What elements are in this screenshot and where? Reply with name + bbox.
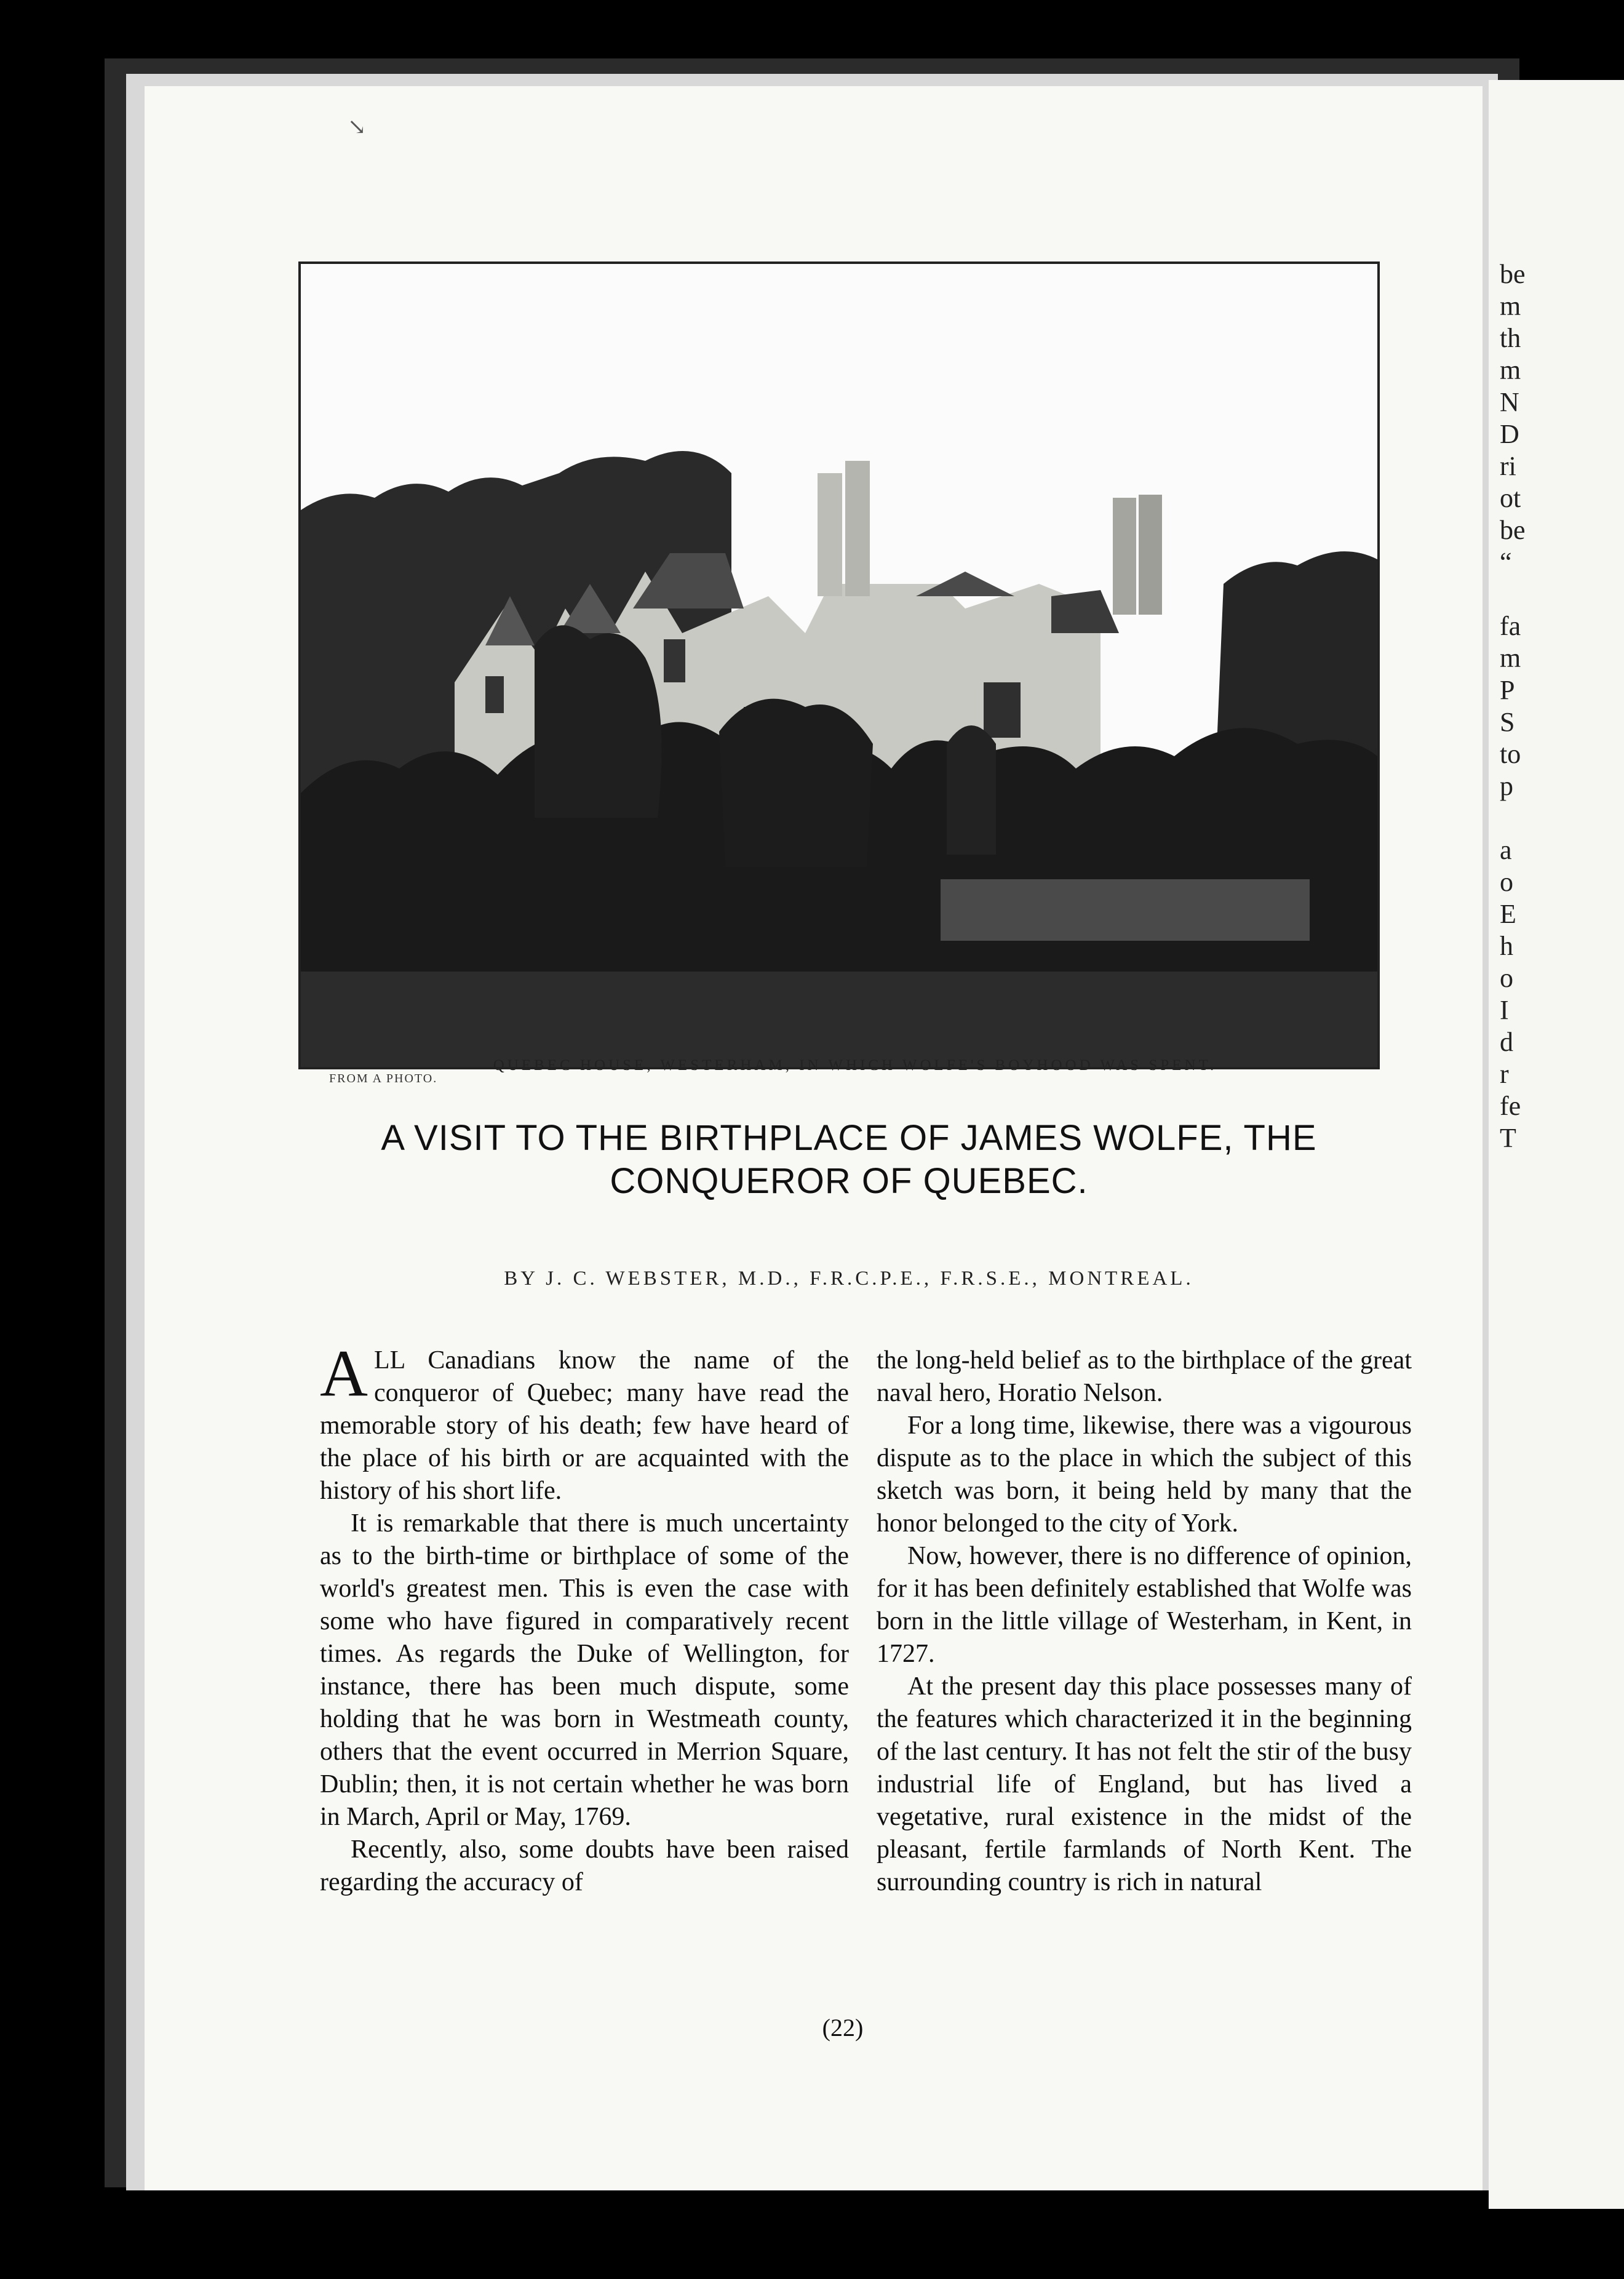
photo-credit: FROM A PHOTO. xyxy=(329,1072,438,1085)
facing-page-fragment: E xyxy=(1500,899,1516,929)
right-column xyxy=(877,1344,1412,1899)
article-title: A VISIT TO THE BIRTHPLACE OF JAMES WOLFE, THE CONQUEROR OF QUEBEC. xyxy=(381,1118,1317,1201)
paragraph xyxy=(320,1337,849,1507)
facing-page-fragment: N xyxy=(1500,387,1519,417)
facing-page-fragment: p xyxy=(1500,771,1513,801)
article-byline: BY J. C. WEBSTER, M.D., F.R.C.P.E., F.R.S.E., MONTREAL. xyxy=(504,1267,1194,1290)
facing-page-fragment: “ xyxy=(1500,547,1512,577)
left-column xyxy=(320,1337,849,1899)
facing-page-edge xyxy=(1489,80,1624,2209)
quebec-house-image xyxy=(301,264,1377,1067)
facing-page-fragment: h xyxy=(1500,931,1513,961)
facing-page-fragment: fe xyxy=(1500,1091,1521,1121)
facing-page-fragment: S xyxy=(1500,707,1515,737)
paragraph-text: LL Canadians know the name of the conqueror of Quebec; many have read the memorable story of his death; few have heard of the place of his birth or are acquainted with the history of his short life. xyxy=(320,1346,849,1505)
facing-page-fragment: ri xyxy=(1500,451,1516,481)
facing-page-fragment: th xyxy=(1500,323,1521,353)
page-number: (22) xyxy=(822,2014,864,2042)
paragraph: Now, however, there is no difference of opinion, for it has been definitely established that Wolfe was born in the little village of Westerham, in Kent, in 1727. xyxy=(877,1542,1412,1668)
paragraph: For a long time, likewise, there was a vigourous dispute as to the place in which the subject of this sketch was born, it being held by many that the honor belonged to the city of York. xyxy=(877,1411,1412,1538)
facing-page-fragment: be xyxy=(1500,515,1526,545)
facing-page-fragment: ot xyxy=(1500,483,1521,513)
facing-page-fragment: T xyxy=(1500,1123,1516,1153)
facing-page-fragment: o xyxy=(1500,867,1513,897)
facing-page-fragment: m xyxy=(1500,643,1521,673)
facing-page-fragment: D xyxy=(1500,419,1519,449)
facing-page-fragment: fa xyxy=(1500,611,1521,641)
facing-page-fragment xyxy=(1500,802,1624,834)
paragraph: the long-held belief as to the birthplace of the great naval hero, Horatio Nelson. xyxy=(877,1346,1412,1407)
paragraph: Recently, also, some doubts have been raised regarding the accuracy of xyxy=(320,1835,849,1896)
facing-page-fragment: be xyxy=(1500,259,1526,289)
facing-page-fragment: d xyxy=(1500,1027,1513,1057)
facing-page-fragment: o xyxy=(1500,963,1513,993)
facing-page-fragment: to xyxy=(1500,739,1521,769)
facing-page-fragment: a xyxy=(1500,835,1512,865)
facing-page-fragment: m xyxy=(1500,355,1521,385)
scan-mark: ↘ xyxy=(348,114,367,139)
photo-caption: QUEBEC HOUSE, WESTERHAM, IN WHICH WOLFE'S BOYHOOD WAS SPENT. xyxy=(493,1057,1217,1074)
drop-cap: A xyxy=(320,1337,368,1410)
facing-page-fragment xyxy=(1500,578,1624,610)
facing-page-fragment: r xyxy=(1500,1059,1509,1089)
paragraph: It is remarkable that there is much uncertainty as to the birth-time or birthplace of some of the world's greatest men. This is even the case with some who have figured in comparatively recent times. As regards the Duke of Wellington, for instance, there has been much dispute, some holding that he was born in Westmeath county, others that the event occurred in Merrion Square, Dublin; then, it is not certain whether he was born in March, April or May, 1769. xyxy=(320,1509,849,1831)
facing-page-fragment: m xyxy=(1500,291,1521,321)
facing-page-fragment: I xyxy=(1500,995,1509,1025)
house-photograph xyxy=(298,261,1380,1069)
facing-page-fragment: P xyxy=(1500,675,1515,705)
facing-page-text xyxy=(1489,80,1624,1154)
paragraph: At the present day this place possesses many of the features which characterized it in the beginning of the last century. It has not felt the stir of the busy industrial life of England, but has lived a vegetative, rural existence in the midst of the pleasant, fertile farmlands of North Kent. The surrounding country is rich in natural xyxy=(877,1672,1412,1896)
